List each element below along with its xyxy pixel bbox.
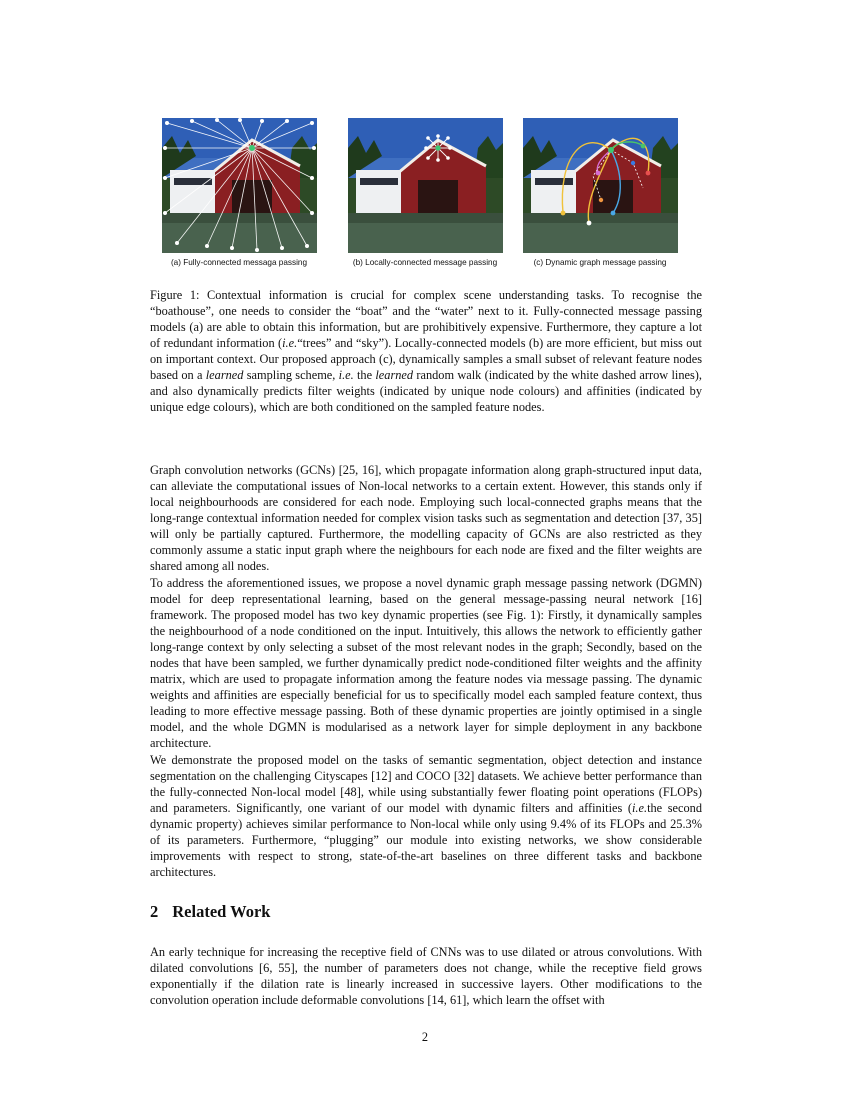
results-text: the second dynamic property) achieves similar performance to Non-local while only using 9.4% of its FLOPs and 25.3% of its parameters. Furthermore, “plugging” our module into existing networks, we show considerable improvements with respect to strong, state-of-the-art baselines on three different tasks and backbone architectures. <box>150 801 702 879</box>
panel-b-caption: (b) Locally-connected message passing <box>352 258 498 267</box>
caption-ie: i.e. <box>282 336 298 350</box>
caption-learned: learned <box>205 368 244 382</box>
paragraph-dgmn: To address the aforementioned issues, we propose a novel dynamic graph message passing network (DGMN) model for deep representational learning, based on the general message-passing neural network [16] framework. The proposed model has two key dynamic properties (see Fig. 1): Firstly, it dynamically samples the neighbourhood of a node conditioned on the input. Intuitively, this allows the network to efficiently gather long-range context by only selecting a subset of the most relevant nodes in the graph; Secondly, based on the nodes that have been sampled, we further dynamically predict node-conditioned filter weights and the affinity matrix, which are used to propagate information among the feature nodes via message passing. The dynamic weights and affinities are especially beneficial for us to specifically model each sampled feature context, thus leading to more effective message passing. Both of these dynamic properties are jointly optimised in a single model, and the whole DGMN is modularised as a network layer for simple deployment in any backbone architecture. <box>150 576 702 750</box>
caption-text: “trees” and “sky”). Locally-connected models (b) are more efficient, but miss out on important context. Our proposed approach (c), dynamically samples a small subset of relevant feature nodes based on a <box>150 336 702 382</box>
results-ie: i.e. <box>631 801 648 815</box>
page-number: 2 <box>421 1030 429 1044</box>
paragraph-related-work: An early technique for increasing the receptive field of CNNs was to use dilated or atrous convolutions. With dilated convolutions [6, 55], the number of parameters does not change, while the receptive field grows exponentially if the dilation rate is linearly increased in successive layers. Other modifications to the convolution operation include deformable convolutions [14, 61], which learn the offset with <box>150 945 702 1007</box>
section-number: 2 <box>150 902 159 921</box>
figure-1 <box>150 118 700 278</box>
caption-text: sampling scheme, <box>243 368 339 382</box>
caption-text: Figure 1: Contextual information is crucial for complex scene understanding tasks. To recognise the “boathouse”, one needs to consider the “boat” and the “water” next to it. Fully-connected message passing models (a) are able to obtain this information, but are prohibitively expensive. Furthermore, they capture a lot of redundant information ( <box>150 288 702 350</box>
caption-text: random walk (indicated by the white dashed arrow lines), and also dynamically predicts filter weights (indicated by unique node colours) and affinities (indicated by unique edge colours), which are both conditioned on the sampled feature nodes. <box>150 368 702 414</box>
panel-c <box>511 118 689 267</box>
boathouse-dynamic-graph-image <box>523 118 678 253</box>
results-text: We demonstrate the proposed model on the tasks of semantic segmentation, object detection and instance segmentation on the challenging Cityscapes [12] and COCO [32] datasets. We achieve better performance than the fully-connected Non-local model [48], while using substantially fewer floating point operations (FLOPs) and parameters. Significantly, one variant of our model with dynamic filters and affinities ( <box>150 753 702 815</box>
boathouse-locally-connected-image <box>348 118 503 253</box>
caption-text: the <box>353 368 376 382</box>
paragraph-gcn: Graph convolution networks (GCNs) [25, 16], which propagate information along graph-structured input data, can alleviate the computational issues of Non-local networks to a certain extent. However, this stands only if local neighbourhoods are considered for each node. Employing such local-connected graphs means that the long-range contextual information needed for complex vision tasks such as segmentation and detection [37, 35] will only be partially captured. Furthermore, the modelling capacity of GCNs are also restricted as they commonly assume a static input graph where the neighbours for each node are fixed and the filter weights are shared among all nodes. <box>150 463 702 573</box>
section-heading <box>150 902 271 922</box>
panel-c-caption: (c) Dynamic graph message passing <box>533 258 667 267</box>
boathouse-fully-connected-image <box>162 118 317 253</box>
section-title: Related Work <box>172 902 271 921</box>
caption-ie: i.e. <box>338 368 354 382</box>
panel-a <box>150 118 328 267</box>
caption-learned: learned <box>375 368 414 382</box>
figure-caption <box>150 287 702 415</box>
paragraph-results <box>150 752 702 880</box>
panel-a-caption: (a) Fully-connected messaga passing <box>170 258 308 267</box>
figure-panels <box>150 118 700 278</box>
panel-b <box>336 118 514 267</box>
